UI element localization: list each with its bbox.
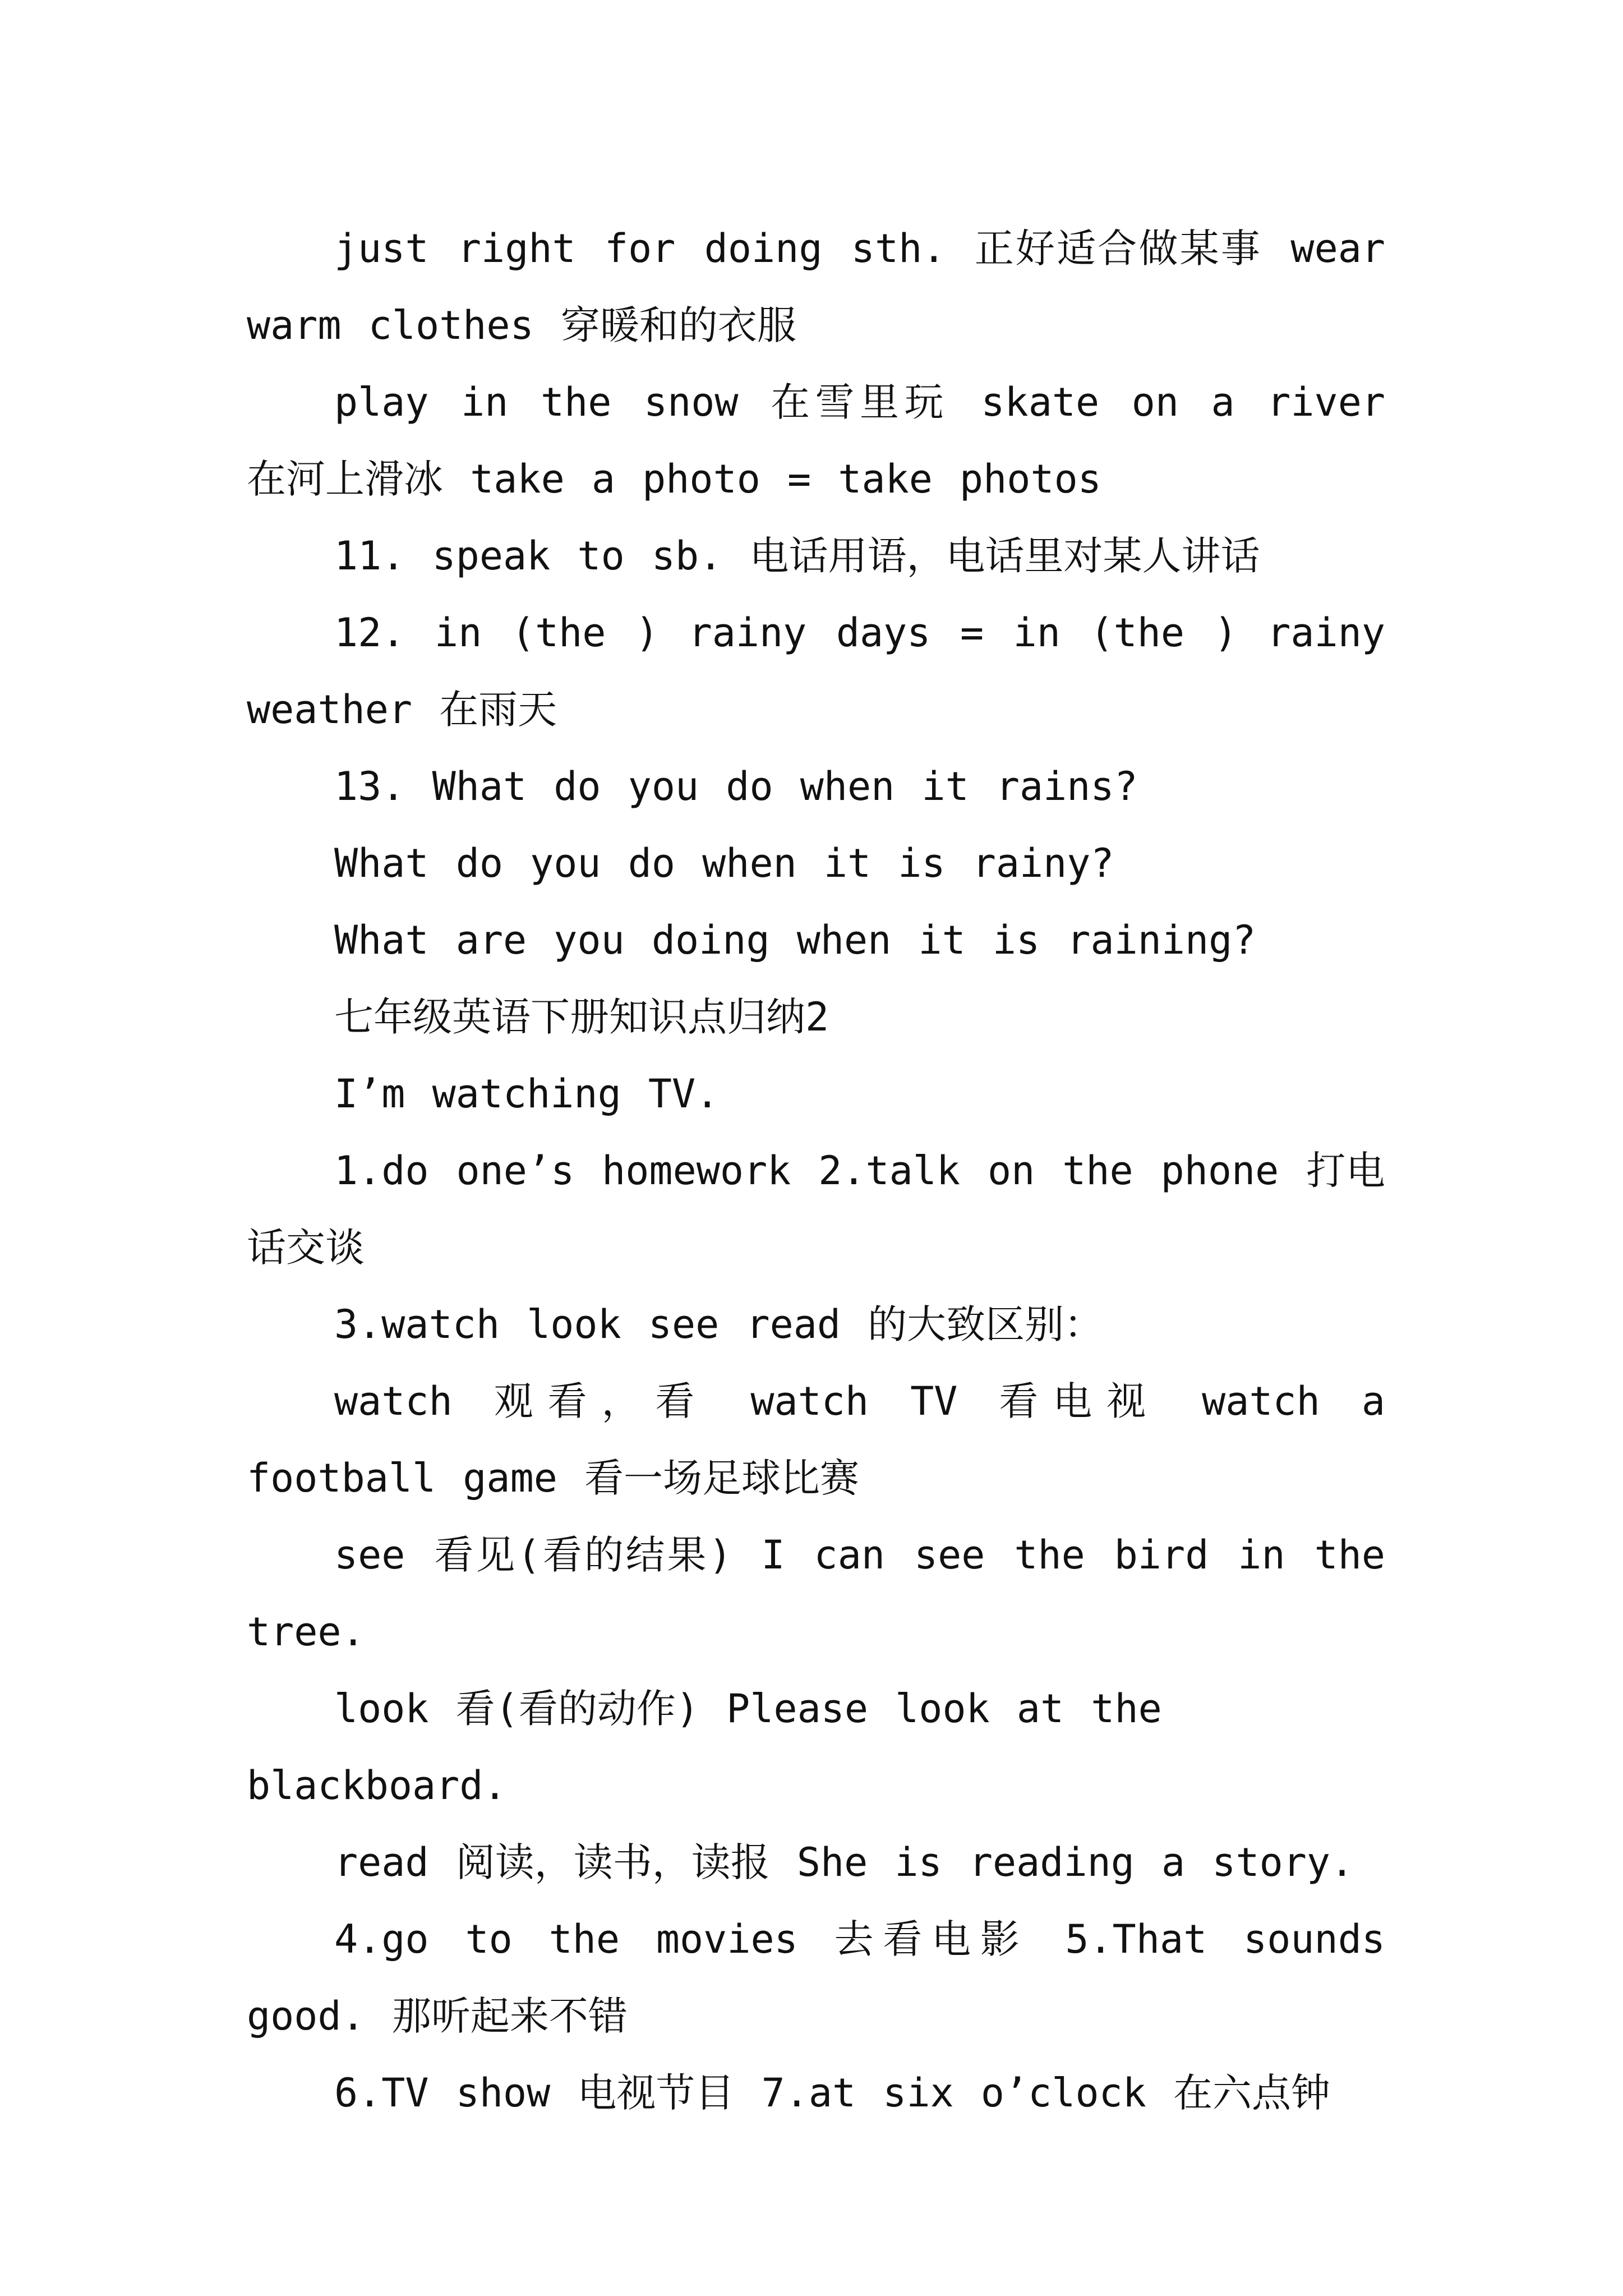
paragraph-item-12: 12. in (the ) rainy days = in (the ) rainy weather 在雨天 (247, 610, 1385, 733)
paragraph-phrases-wear-warm-clothes: just right for doing sth. 正好适合做某事 wear warm clothes 穿暖和的衣服 (247, 226, 1385, 348)
paragraph-item-13: 13. What do you do when it rains? (334, 763, 1138, 809)
document-body (247, 210, 1385, 2132)
paragraph-items-6-7: 6.TV show 电视节目 7.at six o’clock 在六点钟 (334, 2070, 1331, 2116)
paragraph-phrases-play-in-the-snow: play in the snow 在雪里玩 skate on a river 在河上滑冰 take a photo = take photos (247, 379, 1385, 502)
paragraph-question-rainy: What do you do when it is rainy? (334, 840, 1114, 886)
paragraph-watch: watch 观看，看 watch TV 看电视 watch a football game 看一场足球比赛 (247, 1378, 1385, 1501)
paragraph-items-4-5: 4.go to the movies 去看电影 5.That sounds good. 那听起来不错 (247, 1916, 1385, 2039)
paragraph-item-11: 11. speak to sb. 电话用语，电话里对某人讲话 (334, 533, 1260, 579)
unit-title: I’m watching TV. (334, 1071, 720, 1117)
paragraph-look: look 看(看的动作) Please look at the blackboard. (247, 1686, 1162, 1809)
paragraph-item-3: 3.watch look see read 的大致区别： (334, 1301, 1104, 1347)
paragraph-see: see 看见(看的结果) I can see the bird in the tree. (247, 1532, 1385, 1655)
paragraph-question-raining: What are you doing when it is raining? (334, 917, 1256, 963)
section-heading: 七年级英语下册知识点归纳2 (334, 994, 829, 1040)
paragraph-read: read 阅读，读书，读报 She is reading a story. (334, 1839, 1354, 1885)
paragraph-items-1-2: 1.do one’s homework 2.talk on the phone 打电话交谈 (247, 1148, 1385, 1271)
